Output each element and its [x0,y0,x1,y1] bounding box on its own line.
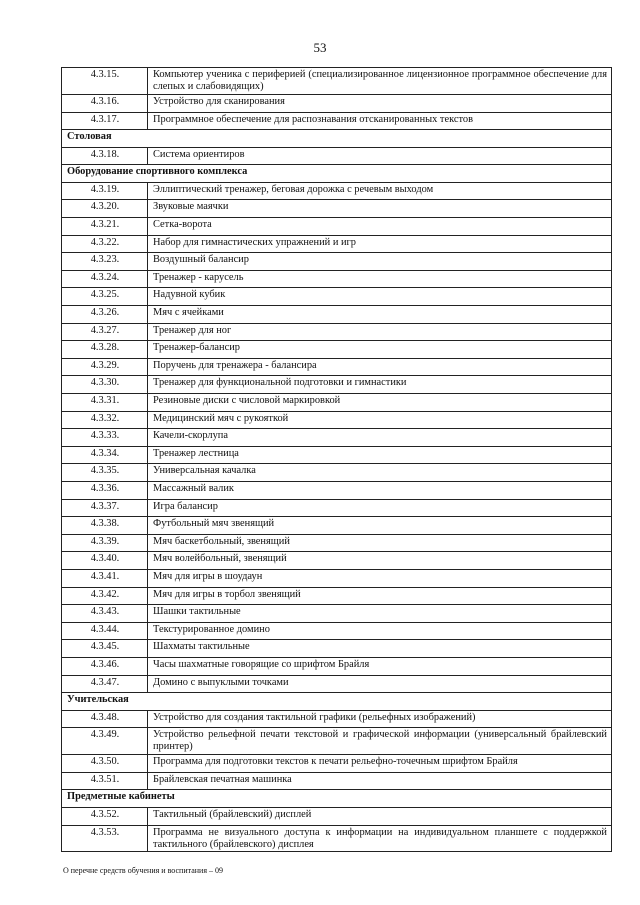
item-description: Звуковые маячки [148,200,612,218]
item-description: Мяч для игры в шоудаун [148,569,612,587]
item-number: 4.3.48. [62,710,148,728]
table-row [62,517,612,535]
item-number: 4.3.40. [62,552,148,570]
item-number: 4.3.52. [62,807,148,825]
table-row [62,587,612,605]
table-row [62,411,612,429]
table-row [62,640,612,658]
footer-note: О перечне средств обучения и воспитания – 09 [63,866,223,875]
table-row [62,657,612,675]
table-row [62,622,612,640]
item-description: Универсальная качалка [148,464,612,482]
item-number: 4.3.35. [62,464,148,482]
table-row [62,94,612,112]
item-number: 4.3.37. [62,499,148,517]
item-number: 4.3.46. [62,657,148,675]
item-description: Футбольный мяч звенящий [148,517,612,535]
equipment-table-body [62,68,612,852]
item-number: 4.3.28. [62,341,148,359]
table-row [62,534,612,552]
item-description: Устройство рельефной печати текстовой и графической информации (универсальный брайлевский принтер) [148,728,612,755]
item-number: 4.3.26. [62,306,148,324]
item-number: 4.3.50. [62,755,148,773]
item-description: Тренажер для ног [148,323,612,341]
table-row [62,306,612,324]
item-description: Медицинский мяч с рукояткой [148,411,612,429]
item-number: 4.3.27. [62,323,148,341]
item-number: 4.3.17. [62,112,148,130]
item-description: Тренажер для функциональной подготовки и гимнастики [148,376,612,394]
table-row [62,200,612,218]
item-number: 4.3.18. [62,147,148,165]
item-description: Текстурированное домино [148,622,612,640]
table-row [62,182,612,200]
item-description: Программа для подготовки текстов к печати рельефно-точечным шрифтом Брайля [148,755,612,773]
table-row [62,394,612,412]
table-row [62,552,612,570]
table-row [62,807,612,825]
table-row [62,825,612,852]
item-description: Тренажер-балансир [148,341,612,359]
table-row [62,569,612,587]
item-number: 4.3.36. [62,481,148,499]
item-description: Устройство для создания тактильной графики (рельефных изображений) [148,710,612,728]
table-row [62,376,612,394]
item-description: Надувной кубик [148,288,612,306]
item-description: Мяч для игры в торбол звенящий [148,587,612,605]
item-description: Качели-скорлупа [148,429,612,447]
table-row [62,218,612,236]
item-number: 4.3.31. [62,394,148,412]
section-row [62,790,612,808]
item-description: Мяч баскетбольный, звенящий [148,534,612,552]
equipment-table [61,67,612,852]
item-number: 4.3.47. [62,675,148,693]
item-number: 4.3.49. [62,728,148,755]
item-description: Шахматы тактильные [148,640,612,658]
section-row [62,693,612,711]
item-number: 4.3.53. [62,825,148,852]
table-row [62,341,612,359]
item-number: 4.3.22. [62,235,148,253]
section-heading: Учительская [62,693,612,711]
item-description: Система ориентиров [148,147,612,165]
item-description: Эллиптический тренажер, беговая дорожка с речевым выходом [148,182,612,200]
table-row [62,288,612,306]
table-row [62,464,612,482]
section-row [62,165,612,183]
item-description: Домино с выпуклыми точками [148,675,612,693]
item-number: 4.3.25. [62,288,148,306]
item-number: 4.3.21. [62,218,148,236]
table-row [62,270,612,288]
item-number: 4.3.19. [62,182,148,200]
table-row [62,429,612,447]
table-row [62,755,612,773]
item-description: Тренажер лестница [148,446,612,464]
item-number: 4.3.20. [62,200,148,218]
table-row [62,323,612,341]
item-description: Поручень для тренажера - балансира [148,358,612,376]
table-row [62,253,612,271]
item-description: Воздушный балансир [148,253,612,271]
item-description: Шашки тактильные [148,605,612,623]
item-number: 4.3.44. [62,622,148,640]
item-description: Компьютер ученика с периферией (специализированное лицензионное программное обеспечение для слепых и слабовидящих) [148,68,612,95]
item-number: 4.3.41. [62,569,148,587]
page-number: 53 [313,40,327,55]
item-description: Массажный валик [148,481,612,499]
item-number: 4.3.43. [62,605,148,623]
item-number: 4.3.42. [62,587,148,605]
table-row [62,358,612,376]
table-row [62,728,612,755]
item-description: Набор для гимнастических упражнений и игр [148,235,612,253]
table-row [62,675,612,693]
item-description: Игра балансир [148,499,612,517]
table-row [62,112,612,130]
item-number: 4.3.16. [62,94,148,112]
item-number: 4.3.34. [62,446,148,464]
section-row [62,130,612,148]
item-description: Брайлевская печатная машинка [148,772,612,790]
item-number: 4.3.30. [62,376,148,394]
table-row [62,710,612,728]
table-row [62,772,612,790]
item-description: Мяч волейбольный, звенящий [148,552,612,570]
item-number: 4.3.29. [62,358,148,376]
item-description: Тактильный (брайлевский) дисплей [148,807,612,825]
item-description: Программа не визуального доступа к информации на индивидуальном планшете с поддержкой тактильного (брайлевского) дисплея [148,825,612,852]
table-row [62,499,612,517]
item-description: Резиновые диски с числовой маркировкой [148,394,612,412]
section-heading: Оборудование спортивного комплекса [62,165,612,183]
table-row [62,605,612,623]
item-number: 4.3.15. [62,68,148,95]
item-number: 4.3.33. [62,429,148,447]
item-number: 4.3.24. [62,270,148,288]
table-row [62,147,612,165]
table-row [62,235,612,253]
item-number: 4.3.39. [62,534,148,552]
table-row [62,481,612,499]
table-row [62,446,612,464]
item-number: 4.3.38. [62,517,148,535]
item-description: Устройство для сканирования [148,94,612,112]
item-number: 4.3.32. [62,411,148,429]
item-number: 4.3.23. [62,253,148,271]
item-description: Тренажер - карусель [148,270,612,288]
section-heading: Столовая [62,130,612,148]
item-number: 4.3.45. [62,640,148,658]
item-description: Часы шахматные говорящие со шрифтом Брайля [148,657,612,675]
section-heading: Предметные кабинеты [62,790,612,808]
table-row [62,68,612,95]
item-description: Мяч с ячейками [148,306,612,324]
item-number: 4.3.51. [62,772,148,790]
item-description: Программное обеспечение для распознавания отсканированных текстов [148,112,612,130]
item-description: Сетка-ворота [148,218,612,236]
